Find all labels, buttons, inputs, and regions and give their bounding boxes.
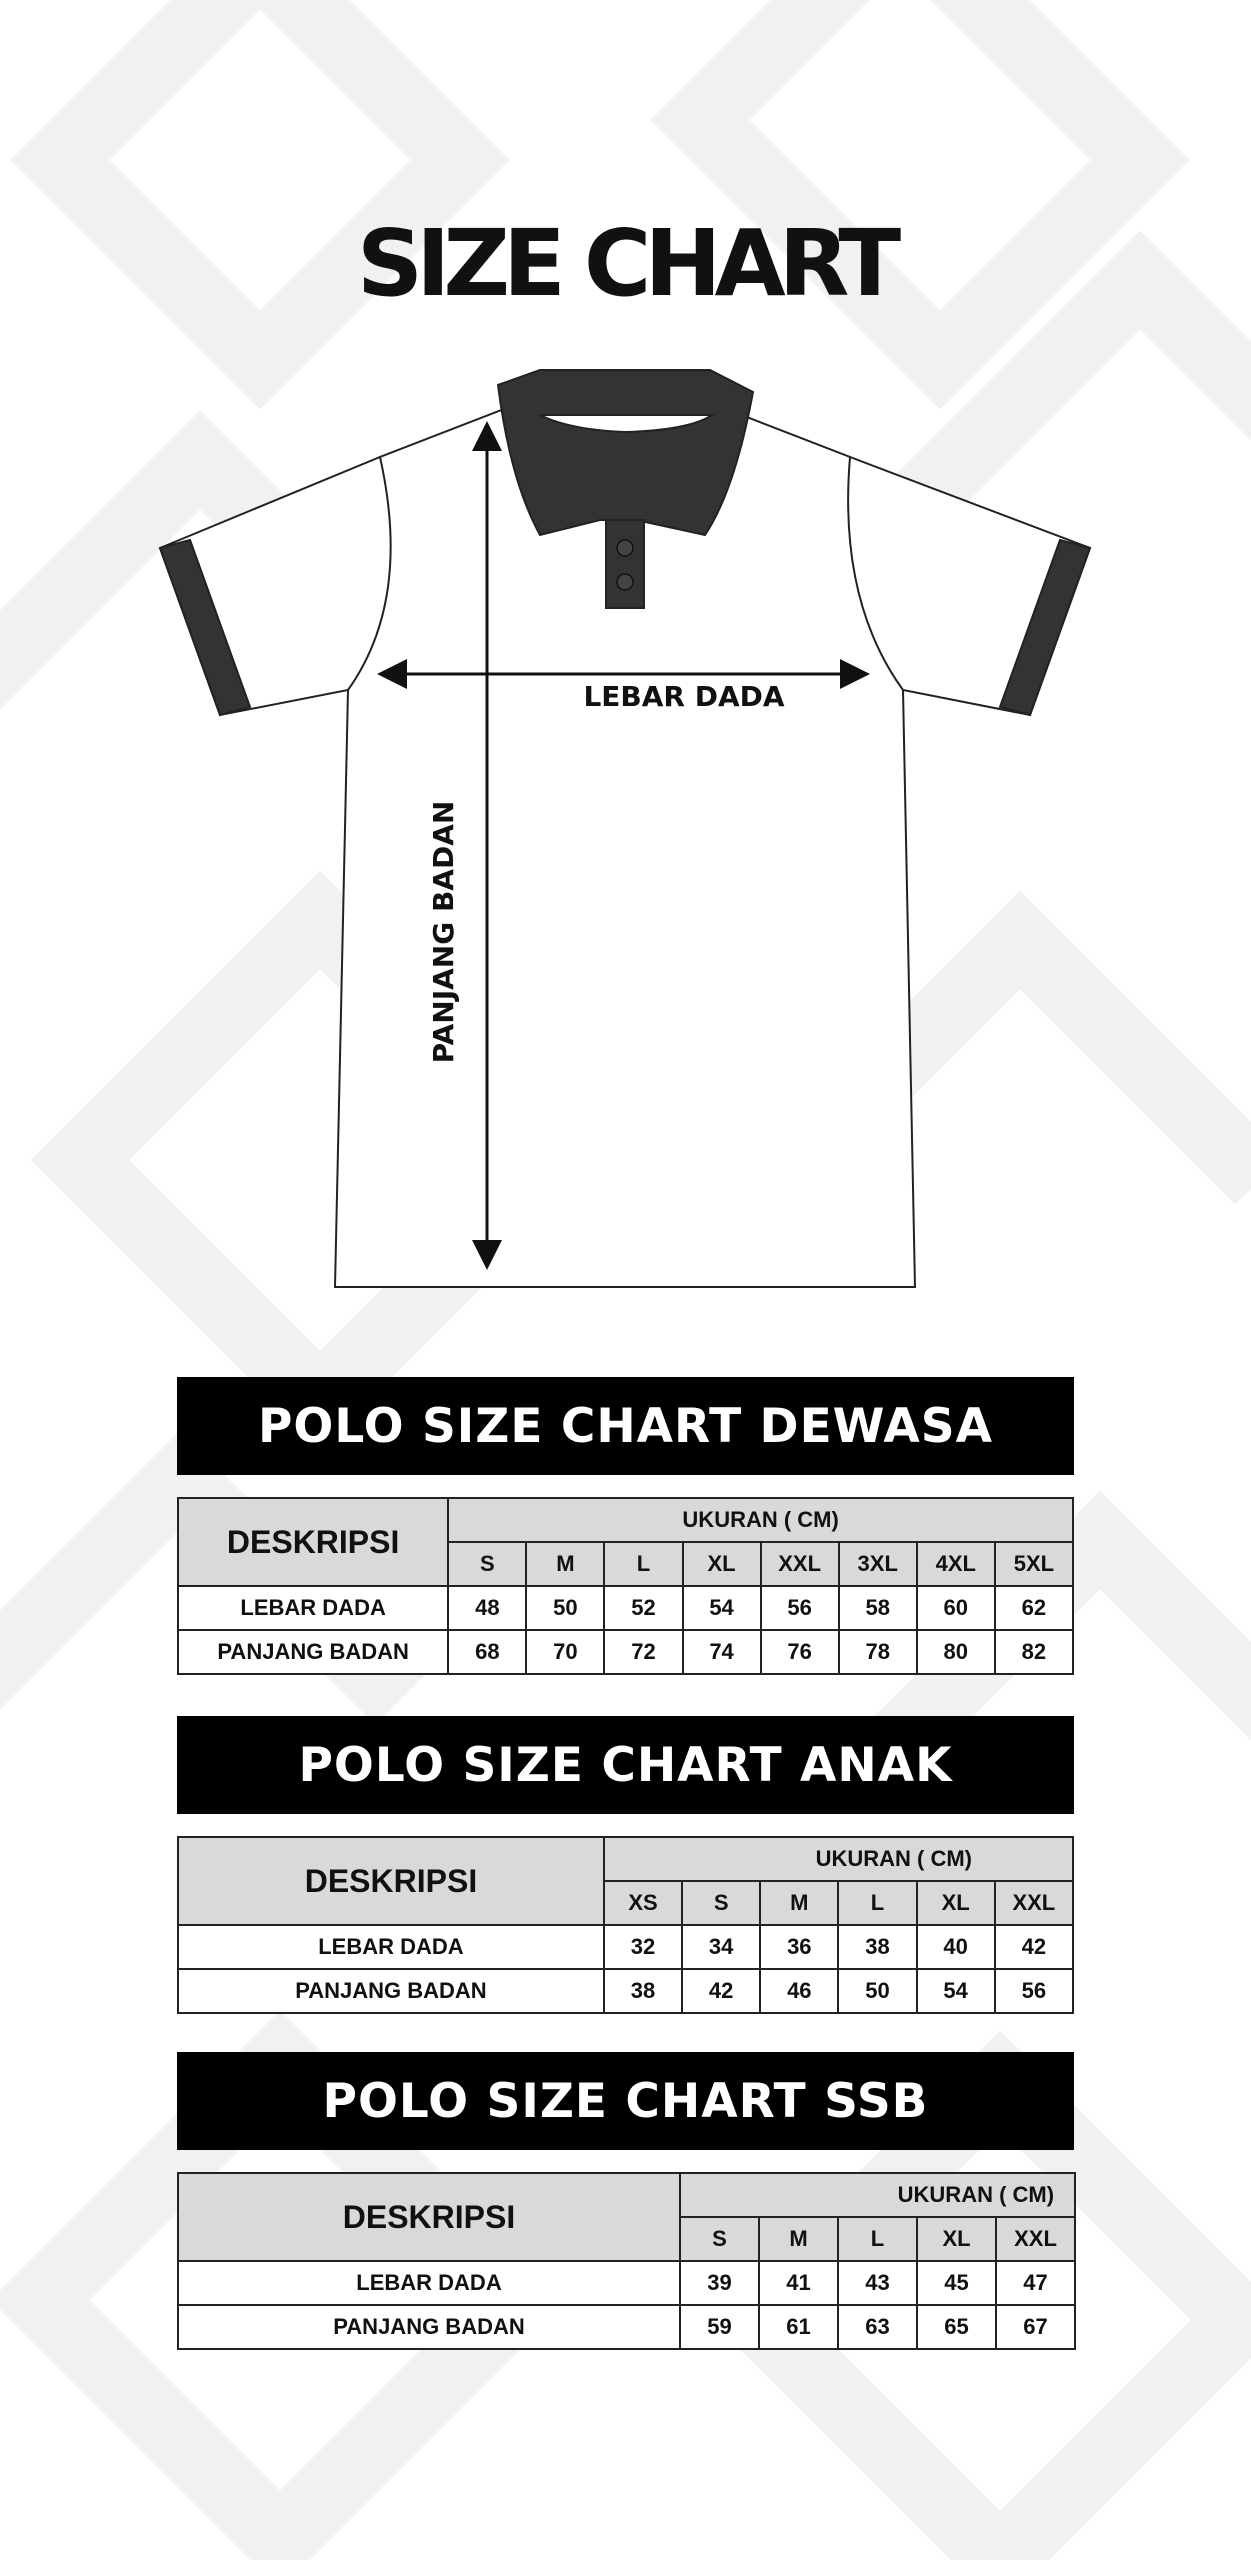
cell-value: 63 <box>838 2305 917 2349</box>
table-row <box>178 1969 1073 2013</box>
section-banner-dewasa: POLO SIZE CHART DEWASA <box>177 1377 1074 1475</box>
polo-shirt-diagram <box>150 360 1100 1300</box>
size-table-anak <box>177 1836 1074 2014</box>
cell-value: 48 <box>448 1586 526 1630</box>
cell-value: 52 <box>604 1586 682 1630</box>
size-header: XL <box>917 1881 995 1925</box>
cell-value: 50 <box>838 1969 916 2013</box>
cell-value: 76 <box>761 1630 839 1674</box>
cell-value: 65 <box>917 2305 996 2349</box>
size-header: L <box>604 1542 682 1586</box>
unit-header: UKURAN ( CM) <box>604 1837 1073 1881</box>
cell-value: 42 <box>995 1925 1073 1969</box>
cell-value: 36 <box>760 1925 838 1969</box>
size-table-dewasa <box>177 1497 1074 1675</box>
body-length-label: PANJANG BADAN <box>427 800 460 1064</box>
section-banner-ssb: POLO SIZE CHART SSB <box>177 2052 1074 2150</box>
cell-value: 78 <box>839 1630 917 1674</box>
cell-value: 47 <box>996 2261 1075 2305</box>
size-header: XS <box>604 1881 682 1925</box>
size-header: 5XL <box>995 1542 1073 1586</box>
size-header: 3XL <box>839 1542 917 1586</box>
section-banner-anak: POLO SIZE CHART ANAK <box>177 1716 1074 1814</box>
cell-value: 62 <box>995 1586 1073 1630</box>
size-header: S <box>682 1881 760 1925</box>
cell-value: 43 <box>838 2261 917 2305</box>
table-row <box>178 1586 1073 1630</box>
chest-width-label: LEBAR DADA <box>583 680 785 713</box>
row-label: PANJANG BADAN <box>178 1630 448 1674</box>
size-header: XXL <box>761 1542 839 1586</box>
page-title: SIZE CHART <box>356 210 895 317</box>
cell-value: 54 <box>683 1586 761 1630</box>
collar <box>498 370 753 535</box>
cell-value: 56 <box>995 1969 1073 2013</box>
size-header: L <box>838 1881 916 1925</box>
cell-value: 70 <box>526 1630 604 1674</box>
size-header: 4XL <box>917 1542 995 1586</box>
button-icon <box>617 574 633 590</box>
size-header: M <box>759 2217 838 2261</box>
cell-value: 58 <box>839 1586 917 1630</box>
cell-value: 68 <box>448 1630 526 1674</box>
cell-value: 59 <box>680 2305 759 2349</box>
cell-value: 32 <box>604 1925 682 1969</box>
cell-value: 41 <box>759 2261 838 2305</box>
cell-value: 54 <box>917 1969 995 2013</box>
table-row <box>178 1630 1073 1674</box>
row-label: PANJANG BADAN <box>178 1969 604 2013</box>
cell-value: 80 <box>917 1630 995 1674</box>
cell-value: 34 <box>682 1925 760 1969</box>
size-header: S <box>448 1542 526 1586</box>
cell-value: 45 <box>917 2261 996 2305</box>
size-table-ssb <box>177 2172 1076 2350</box>
cell-value: 46 <box>760 1969 838 2013</box>
cell-value: 42 <box>682 1969 760 2013</box>
cell-value: 56 <box>761 1586 839 1630</box>
size-header: M <box>526 1542 604 1586</box>
description-header: DESKRIPSI <box>178 1837 604 1925</box>
table-row <box>178 2305 1075 2349</box>
cell-value: 38 <box>604 1969 682 2013</box>
cell-value: 40 <box>917 1925 995 1969</box>
cell-value: 67 <box>996 2305 1075 2349</box>
row-label: PANJANG BADAN <box>178 2305 680 2349</box>
placket <box>606 520 644 608</box>
unit-header: UKURAN ( CM) <box>448 1498 1073 1542</box>
size-header: XL <box>683 1542 761 1586</box>
row-label: LEBAR DADA <box>178 2261 680 2305</box>
description-header: DESKRIPSI <box>178 1498 448 1586</box>
cell-value: 39 <box>680 2261 759 2305</box>
size-header: XXL <box>995 1881 1073 1925</box>
unit-header: UKURAN ( CM) <box>680 2173 1075 2217</box>
cell-value: 82 <box>995 1630 1073 1674</box>
size-header: XXL <box>996 2217 1075 2261</box>
cell-value: 72 <box>604 1630 682 1674</box>
size-header: XL <box>917 2217 996 2261</box>
button-icon <box>617 540 633 556</box>
size-header: M <box>760 1881 838 1925</box>
cell-value: 61 <box>759 2305 838 2349</box>
table-row <box>178 2261 1075 2305</box>
row-label: LEBAR DADA <box>178 1586 448 1630</box>
cell-value: 60 <box>917 1586 995 1630</box>
row-label: LEBAR DADA <box>178 1925 604 1969</box>
description-header: DESKRIPSI <box>178 2173 680 2261</box>
cell-value: 38 <box>838 1925 916 1969</box>
size-header: L <box>838 2217 917 2261</box>
cell-value: 50 <box>526 1586 604 1630</box>
table-row <box>178 1925 1073 1969</box>
cell-value: 74 <box>683 1630 761 1674</box>
size-header: S <box>680 2217 759 2261</box>
